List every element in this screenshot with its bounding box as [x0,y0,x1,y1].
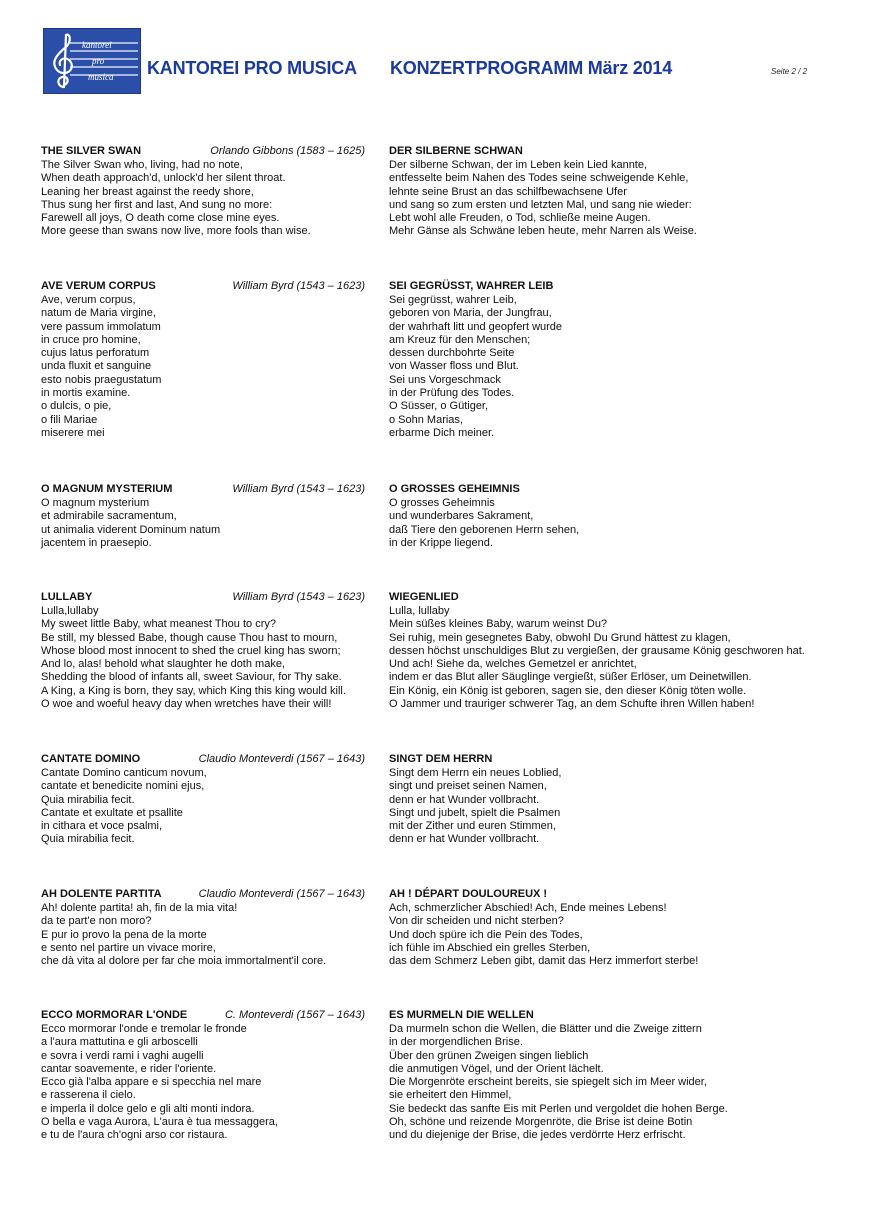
translation-line: geboren von Maria, der Jungfrau, [389,307,552,320]
lyric-line: Shedding the blood of infants all, sweet Saviour, for Thy sake. [41,671,342,684]
translation-line: Ach, schmerzlicher Abschied! Ach, Ende meines Lebens! [389,902,667,914]
piece-title: AVE VERUM CORPUS [41,280,156,292]
svg-text:pro: pro [92,56,105,66]
page-number: Seite 2 / 2 [771,67,808,76]
translation-text [389,279,839,440]
piece-heading [41,752,371,767]
translation-line: sie erheitert den Himmel, [389,1089,512,1102]
lyric-line: E pur io provo la pena de la morte [41,928,207,941]
lyric-line: o fili Mariae [41,413,98,426]
original-text [41,279,371,440]
translation-line: am Kreuz für den Menschen; [389,333,531,346]
piece-title: ECCO MORMORAR L'ONDE [41,1009,188,1021]
lyric-line: e tu de l'aura ch'ogni arso cor ristaura. [41,1129,228,1142]
translation-line: und du diejenige der Brise, die jedes verdörrte Herz erfrischt. [389,1129,686,1142]
lyric-line: More geese than swans now live, more fools than wise. [41,225,311,238]
lyric-line: in cithara et voce psalmi, [41,820,163,833]
lyric-line: unda fluxit et sanguine [41,360,152,373]
piece-title: THE SILVER SWAN [41,145,142,157]
lyric-line: ut animalia viderent Dominum natum [41,523,221,536]
lyric-line: cujus latus perforatum [41,347,150,360]
piece-heading [41,144,371,159]
lyric-line: e sento nel partire un vivace morire, [41,941,216,954]
translation-line: das dem Schmerz Leben gibt, damit das Herz immerfort sterbe! [389,955,699,968]
translation-line: denn er hat Wunder vollbracht. [389,793,540,806]
translation-line: O Jammer und trauriger schwerer Tag, an dem Schufte ihren Willen haben! [389,698,755,711]
svg-text:musica: musica [88,72,114,82]
lyric-line: When death approach'd, unlock'd her silent throat. [41,172,286,185]
lyric-line: o dulcis, o pie, [41,400,112,413]
translation-text [389,482,839,550]
lyric-line: Be still, my blessed Babe, though cause Thou hast to mourn, [41,631,338,644]
piece-title: CANTATE DOMINO [41,753,141,765]
translation-heading [389,887,839,902]
translation-heading [389,752,839,767]
composer: William Byrd (1543 – 1623) [232,280,365,292]
translation-line: Sei ruhig, mein gesegnetes Baby, obwohl Du Grund hättest zu klagen, [389,631,731,644]
translation-title: AH ! DÉPART DOULOUREUX ! [389,888,548,900]
translation-line: ich fühle im Abschied ein grelles Sterben, [389,941,591,954]
translation-line: Die Morgenröte erscheint bereits, sie spiegelt sich im Meer wider, [389,1076,707,1089]
translation-line: dessen höchst unschuldiges Blut zu vergießen, der grausame König geschworen hat. [389,644,805,657]
translation-text [389,752,839,847]
original-text [41,887,371,968]
translation-line: Sei gegrüsst, wahrer Leib, [389,294,517,306]
composer: Orlando Gibbons (1583 – 1625) [210,145,365,157]
translation-line: die anmutigen Vögel, und der Orient lächelt. [389,1062,604,1075]
translation-line: der wahrhaft litt und geopfert wurde [389,320,563,333]
translation-line: von Wasser floss und Blut. [389,360,519,373]
piece-heading [41,887,371,902]
lyric-line: My sweet little Baby, what meanest Thou to cry? [41,618,276,631]
program-title: KONZERTPROGRAMM März 2014 [390,58,673,78]
lyric-line: O bella e vaga Aurora, L'aura è tua messaggera, [41,1116,278,1129]
lyric-line: vere passum immolatum [41,320,161,333]
translation-line: daß Tiere den geborenen Herrn sehen, [389,523,580,536]
translation-text [389,590,839,711]
composer: Claudio Monteverdi (1567 – 1643) [198,753,365,765]
treble-clef-icon [44,29,140,93]
lyric-line: O woe and woeful heavy day when wretches have their will! [41,698,332,711]
translation-line: Der silberne Schwan, der im Leben kein Lied kannte, [389,159,648,171]
lyric-line: cantate et benedicite nomini ejus, [41,780,205,793]
translation-title: O GROSSES GEHEIMNIS [389,483,520,495]
translation-line: in der Prüfung des Todes. [389,387,515,400]
original-text [41,752,371,847]
lyric-line: The Silver Swan who, living, had no note, [41,159,243,171]
translation-line: Singt dem Herrn ein neues Loblied, [389,767,562,779]
piece-heading [41,279,371,294]
translation-line: und sang so zum ersten und letzten Mal, und sang nie wieder: [389,198,692,211]
piece-heading [41,590,371,605]
original-text [41,144,371,239]
translation-line: dessen durchbohrte Seite [389,347,515,360]
lyric-line: e sovra i verdi rami i vaghi augelli [41,1049,204,1062]
translation-line: Mein süßes kleines Baby, warum weinst Du? [389,618,608,631]
translation-line: Lulla, lullaby [389,605,450,617]
piece-title: AH DOLENTE PARTITA [41,888,162,900]
translation-title: SEI GEGRÜSST, WAHRER LEIB [389,280,554,292]
original-text [41,1008,371,1143]
lyric-line: Quia mirabilia fecit. [41,833,135,846]
lyric-line: Lulla,lullaby [41,605,99,617]
kantorei-logo [43,28,141,94]
translation-line: Sie bedeckt das sanfte Eis mit Perlen und vergoldet die hohen Berge. [389,1102,728,1115]
translation-title: SINGT DEM HERRN [389,753,493,765]
translation-title: DER SILBERNE SCHWAN [389,145,523,157]
translation-title: ES MURMELN DIE WELLEN [389,1009,534,1021]
lyric-line: che dà vita al dolore per far che moia immortalment'il core. [41,955,327,968]
translation-line: Über den grünen Zweigen singen lieblich [389,1049,589,1062]
translation-heading [389,144,839,159]
translation-text [389,1008,839,1143]
lyric-line: jacentem in praesepio. [41,536,152,549]
translation-text [389,887,839,968]
translation-line: Singt und jubelt, spielt die Psalmen [389,806,561,819]
original-text [41,590,371,711]
brand-title: KANTOREI PRO MUSICA [147,58,357,78]
lyric-line: Farewell all joys, O death come close mine eyes. [41,212,280,225]
piece-heading [41,1008,371,1023]
page-header [0,0,870,110]
lyric-line: Whose blood most innocent to shed the cruel king has sworn; [41,644,341,657]
translation-heading [389,279,839,294]
composer: William Byrd (1543 – 1623) [232,483,365,495]
translation-line: in der Krippe liegend. [389,536,493,549]
translation-line: o Sohn Marias, [389,413,463,426]
lyric-line: cantar soavemente, e rider l'oriente. [41,1062,217,1075]
translation-line: mit der Zither und euren Stimmen, [389,820,556,833]
translation-line: erbarme Dich meiner. [389,426,495,439]
translation-line: Und ach! Siehe da, welches Gemetzel er anrichtet, [389,658,637,671]
lyric-line: in mortis examine. [41,387,131,400]
lyric-line: a l'aura mattutina e gli arboscelli [41,1036,198,1049]
lyric-line: Quia mirabilia fecit. [41,793,135,806]
svg-text:kantorei: kantorei [82,40,112,50]
piece-title: LULLABY [41,591,93,603]
translation-line: in der morgendlichen Brise. [389,1036,523,1049]
translation-line: lehnte seine Brust an das schilfbewachsene Ufer [389,185,627,198]
piece-title: O MAGNUM MYSTERIUM [41,483,173,495]
lyric-line: miserere mei [41,426,105,439]
piece-heading [41,482,371,497]
lyric-line: Leaning her breast against the reedy shore, [41,185,254,198]
translation-title: WIEGENLIED [389,591,459,603]
translation-line: Lebt wohl alle Freuden, o Tod, schließe meine Augen. [389,212,651,225]
translation-line: und wunderbares Sakrament, [389,510,534,523]
lyric-line: Ecco mormorar l'onde e tremolar le fronde [41,1023,247,1035]
lyric-line: Ah! dolente partita! ah, fin de la mia vita! [41,902,238,914]
translation-line: entfesselte beim Nahen des Todes seine schweigende Kehle, [389,172,689,185]
lyric-line: e rasserena il cielo. [41,1089,136,1102]
composer: C. Monteverdi (1567 – 1643) [224,1009,365,1021]
translation-line: Mehr Gänse als Schwäne leben heute, mehr Narren als Weise. [389,225,697,238]
translation-line: Von dir scheiden und nicht sterben? [389,915,564,928]
translation-line: Ein König, ein König ist geboren, sagen sie, den dieser König töten wolle. [389,684,747,697]
translation-line: O grosses Geheimnis [389,497,495,509]
lyric-line: e imperla il dolce gelo e gli alti monti indora. [41,1102,255,1115]
original-text [41,482,371,550]
lyric-line: Cantate Domino canticum novum, [41,767,207,779]
translation-text [389,144,839,239]
translation-heading [389,1008,839,1023]
translation-line: denn er hat Wunder vollbracht. [389,833,540,846]
lyric-line: Thus sung her first and last, And sung no more: [41,198,273,211]
lyric-line: O magnum mysterium [41,497,150,509]
composer: William Byrd (1543 – 1623) [232,591,365,603]
lyric-line: da te part'e non moro? [41,915,152,928]
translation-heading [389,482,839,497]
lyric-line: natum de Maria virgine, [41,307,156,320]
lyric-line: esto nobis praegustatum [41,373,162,386]
translation-line: indem er das Blut aller Säuglinge vergießt, süßer Erlöser, um Deinetwillen. [389,671,752,684]
lyric-line: A King, a King is born, they say, which King this king would kill. [41,684,346,697]
translation-line: Oh, schöne und reizende Morgenröte, die Brise ist deine Botin [389,1116,693,1129]
translation-line: O Süsser, o Gütiger, [389,400,489,413]
translation-line: singt und preiset seinen Namen, [389,780,547,793]
lyric-line: Cantate et exultate et psallite [41,806,183,819]
lyric-line: et admirabile sacramentum, [41,510,177,523]
composer: Claudio Monteverdi (1567 – 1643) [198,888,365,900]
lyric-line: And lo, alas! behold what slaughter he doth make, [41,658,285,671]
lyric-line: Ecco già l'alba appare e si specchia nel mare [41,1076,262,1089]
lyric-line: in cruce pro homine, [41,333,141,346]
lyric-line: Ave, verum corpus, [41,294,136,306]
translation-line: Da murmeln schon die Wellen, die Blätter und die Zweige zittern [389,1023,702,1035]
translation-heading [389,590,839,605]
translation-line: Und doch spüre ich die Pein des Todes, [389,928,583,941]
translation-line: Sei uns Vorgeschmack [389,373,501,386]
